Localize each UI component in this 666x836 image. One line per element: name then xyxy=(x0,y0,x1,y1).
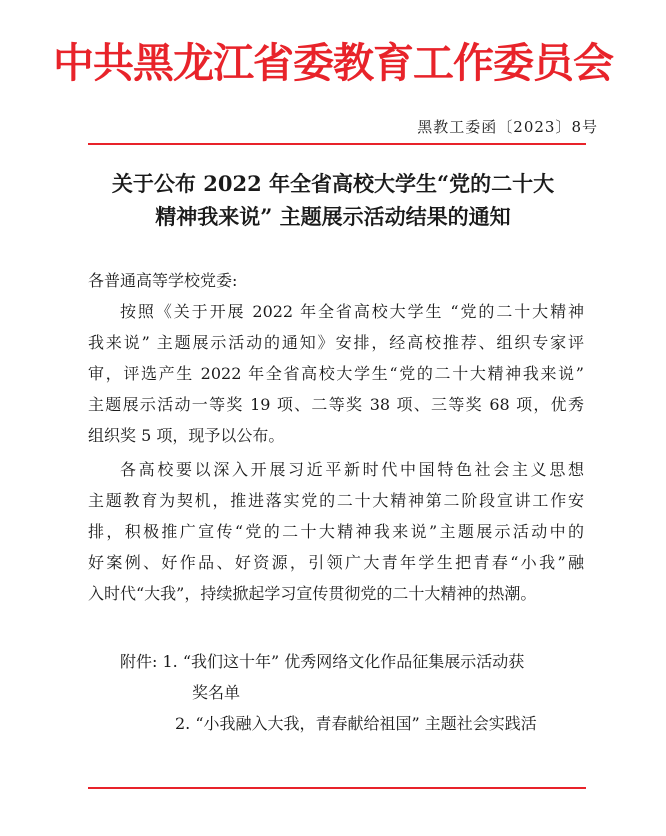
paragraph-line: 组织奖 5 项，现予以公布。 xyxy=(88,426,285,445)
paragraph-line: 主题展示活动一等奖 19 项、二等奖 38 项、三等奖 68 项，优秀 xyxy=(88,395,584,414)
document-title xyxy=(60,167,606,233)
paragraph-line: 好案例、好作品、好资源，引领广大青年学生把青春“小我”融 xyxy=(88,553,584,572)
paragraph-line: 我来说” 主题展示活动的通知》安排，经高校推荐、组织专家评 xyxy=(88,333,584,352)
attachment-item-1-text: 1. “我们这十年” 优秀网络文化作品征集展示活动获 xyxy=(162,652,525,671)
paragraph-line: 入时代“大我”，持续掀起学习宣传贯彻党的二十大精神的热潮。 xyxy=(88,584,537,603)
bottom-red-rule xyxy=(88,787,586,789)
attachment-item-1-continued: 奖名单 xyxy=(192,683,241,702)
paragraph-2 xyxy=(88,454,584,609)
paragraph-1 xyxy=(88,296,584,451)
paragraph-line: 排，积极推广宣传“党的二十大精神我来说”主题展示活动中的 xyxy=(88,522,584,541)
top-red-rule xyxy=(88,143,586,145)
paragraph-line: 各高校要以深入开展习近平新时代中国特色社会主义思想 xyxy=(120,460,584,479)
issuer-letterhead: 中共黑龙江省委教育工作委员会 xyxy=(53,39,613,87)
paragraph-line: 主题教育为契机，推进落实党的二十大精神第二阶段宣讲工作安 xyxy=(88,491,584,510)
attachments-label: 附件: xyxy=(120,652,158,671)
salutation: 各普通高等学校党委: xyxy=(88,271,238,290)
document-number: 黑教工委函〔2023〕8号 xyxy=(417,118,598,136)
attachments-list xyxy=(120,646,537,739)
title-line-1: 关于公布 2022 年全省高校大学生“党的二十大 xyxy=(111,171,555,196)
paragraph-line: 审，评选产生 2022 年全省高校大学生“党的二十大精神我来说” xyxy=(88,364,584,383)
attachment-item-1 xyxy=(120,646,537,677)
paragraph-line: 按照《关于开展 2022 年全省高校大学生 “党的二十大精神 xyxy=(120,302,584,321)
attachment-item-2: 2. “小我融入大我，青春献给祖国” 主题社会实践活 xyxy=(175,714,537,733)
title-line-2: 精神我来说” 主题展示活动结果的通知 xyxy=(155,204,511,229)
